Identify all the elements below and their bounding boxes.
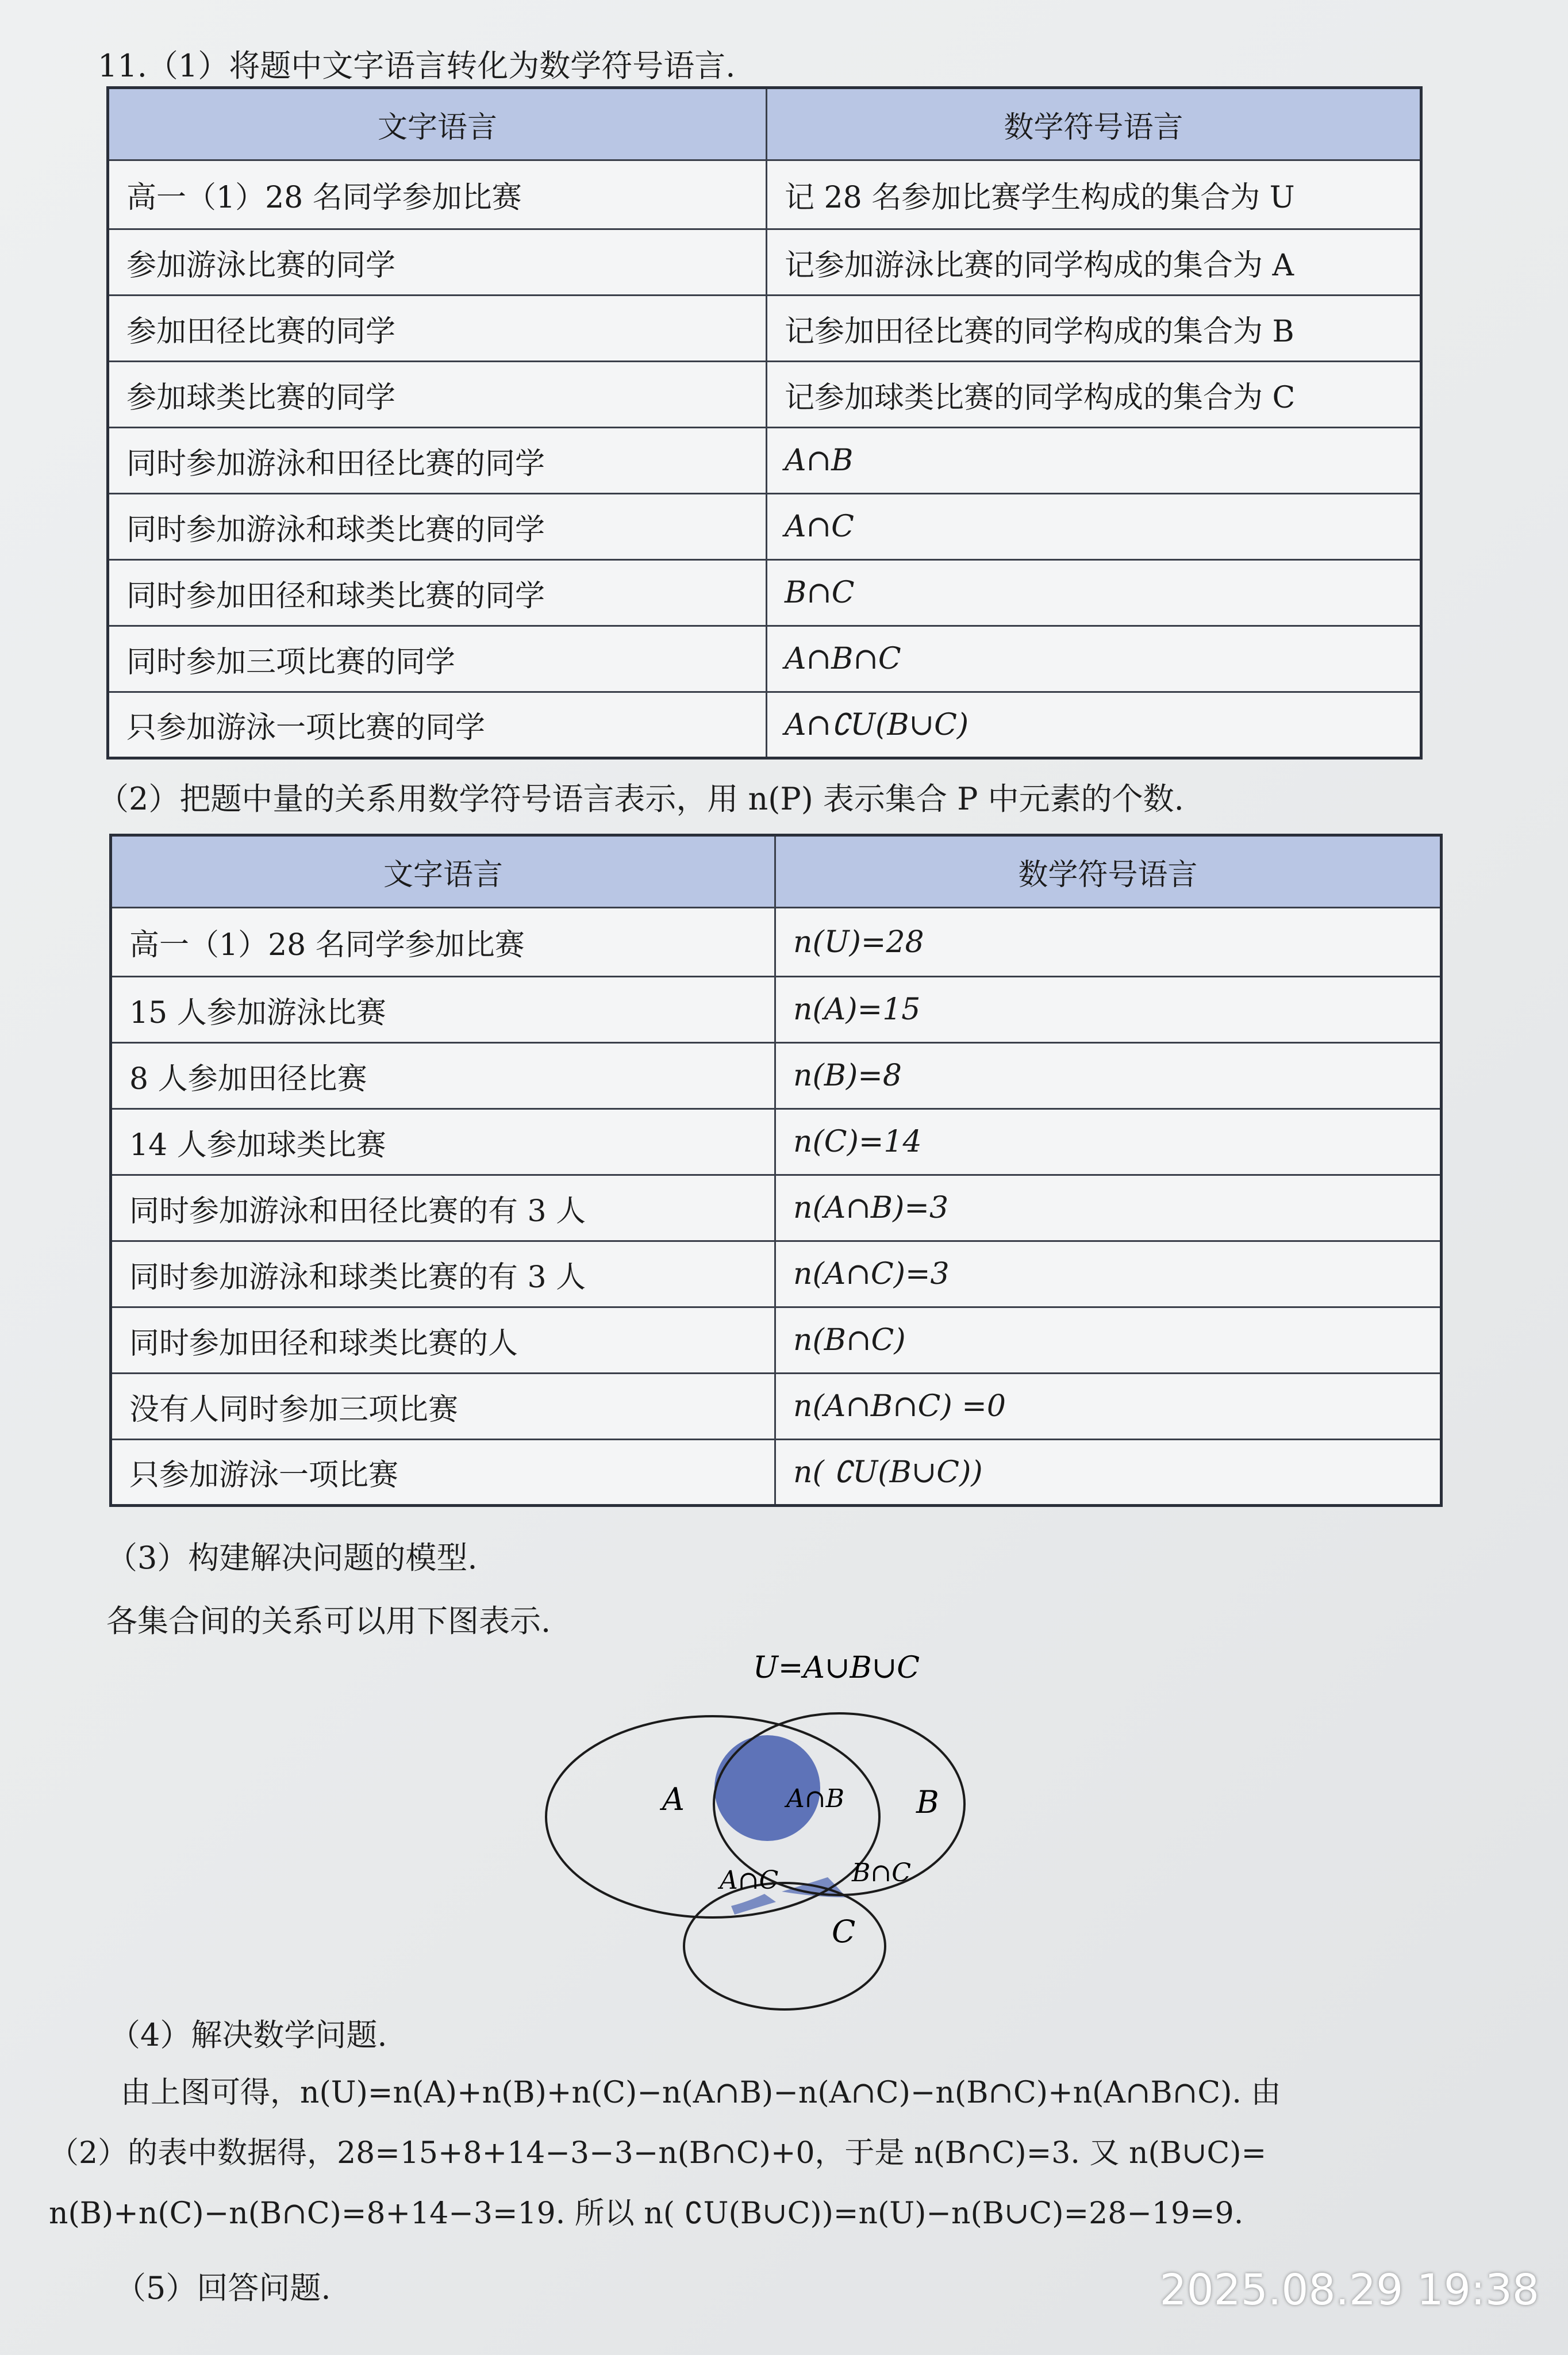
table2-cell-symbol: n(A)=15 — [775, 977, 1442, 1043]
table2-cell-text: 同时参加游泳和球类比赛的有 3 人 — [111, 1241, 775, 1307]
venn-label-ab: A∩B — [786, 1784, 844, 1813]
part3-title: （3）构建解决问题的模型. — [106, 1540, 478, 1576]
table-row — [111, 1175, 1442, 1241]
table-row — [108, 229, 1421, 296]
table2-cell-text: 14 人参加球类比赛 — [111, 1109, 775, 1175]
table1-header-symbol: 数学符号语言 — [767, 88, 1421, 160]
table-text-to-symbol — [106, 86, 1423, 760]
photo-timestamp: 2025.08.29 19:38 — [1159, 2265, 1539, 2315]
table-row — [108, 494, 1421, 560]
venn-label-b: B — [916, 1784, 939, 1820]
table1-cell-text: 同时参加田径和球类比赛的同学 — [108, 560, 767, 626]
table-row — [108, 560, 1421, 626]
table1-cell-text: 参加游泳比赛的同学 — [108, 229, 767, 296]
table1-cell-symbol: B∩C — [767, 560, 1421, 626]
table1-cell-symbol: 记参加田径比赛的同学构成的集合为 B — [767, 296, 1421, 362]
table2-cell-symbol: n(A∩B∩C) =0 — [775, 1374, 1442, 1440]
table1-cell-symbol: A∩C — [767, 494, 1421, 560]
part5-title: （5）回答问题. — [115, 2270, 331, 2306]
table1-cell-text: 只参加游泳一项比赛的同学 — [108, 692, 767, 758]
table-row — [111, 1440, 1442, 1506]
table1-cell-symbol: 记 28 名参加比赛学生构成的集合为 U — [767, 160, 1421, 229]
table2-cell-text: 8 人参加田径比赛 — [111, 1043, 775, 1109]
part4-line-3: n(B)+n(C)−n(B∩C)=8+14−3=19. 所以 n( ∁U(B∪C))=n(U)−n(B∪C)=28−19=9. — [49, 2196, 1244, 2231]
venn-diagram — [517, 1644, 1046, 2024]
venn-label-a: A — [662, 1781, 685, 1817]
part3-text: 各集合间的关系可以用下图表示. — [106, 1603, 551, 1639]
table1-cell-text: 参加球类比赛的同学 — [108, 362, 767, 428]
table-row — [111, 1043, 1442, 1109]
table-row — [108, 160, 1421, 229]
table2-cell-text: 同时参加游泳和田径比赛的有 3 人 — [111, 1175, 775, 1241]
table-row — [108, 428, 1421, 494]
table1-cell-text: 参加田径比赛的同学 — [108, 296, 767, 362]
table-row — [111, 1307, 1442, 1374]
table1-cell-symbol: A∩B∩C — [767, 626, 1421, 692]
table1-cell-text: 同时参加三项比赛的同学 — [108, 626, 767, 692]
table2-cell-text: 同时参加田径和球类比赛的人 — [111, 1307, 775, 1374]
table1-cell-text: 同时参加游泳和球类比赛的同学 — [108, 494, 767, 560]
table2-cell-symbol: n(A∩B)=3 — [775, 1175, 1442, 1241]
table1-cell-symbol: A∩∁U(B∪C) — [767, 692, 1421, 758]
venn-label-ac: A∩C — [720, 1866, 779, 1895]
table1-cell-symbol: 记参加游泳比赛的同学构成的集合为 A — [767, 229, 1421, 296]
table2-cell-symbol: n(B∩C) — [775, 1307, 1442, 1374]
table-row — [111, 1109, 1442, 1175]
table1-cell-symbol: A∩B — [767, 428, 1421, 494]
table-row — [111, 977, 1442, 1043]
table2-cell-symbol: n(B)=8 — [775, 1043, 1442, 1109]
table-row — [111, 908, 1442, 977]
table2-cell-symbol: n( ∁U(B∪C)) — [775, 1440, 1442, 1506]
venn-label-bc: B∩C — [852, 1858, 911, 1888]
venn-label-c: C — [832, 1913, 856, 1950]
table-row — [108, 692, 1421, 758]
table-row — [108, 296, 1421, 362]
part4-line-1: 由上图可得，n(U)=n(A)+n(B)+n(C)−n(A∩B)−n(A∩C)−n(B∩C)+n(A∩B∩C). 由 — [121, 2076, 1281, 2110]
table2-cell-text: 15 人参加游泳比赛 — [111, 977, 775, 1043]
table-quantity-relations — [109, 834, 1443, 1507]
table2-header-text: 文字语言 — [111, 835, 775, 908]
part4-title: （4）解决数学问题. — [109, 2017, 387, 2053]
table1-cell-symbol: 记参加球类比赛的同学构成的集合为 C — [767, 362, 1421, 428]
table1-cell-text: 高一（1）28 名同学参加比赛 — [108, 160, 767, 229]
table-row — [111, 1241, 1442, 1307]
table-row — [111, 1374, 1442, 1440]
table2-cell-symbol: n(A∩C)=3 — [775, 1241, 1442, 1307]
table2-cell-symbol: n(C)=14 — [775, 1109, 1442, 1175]
table1-header-text: 文字语言 — [108, 88, 767, 160]
venn-universe-label: U=A∪B∪C — [753, 1651, 920, 1685]
table-row — [108, 626, 1421, 692]
table2-cell-text: 只参加游泳一项比赛 — [111, 1440, 775, 1506]
table2-cell-text: 没有人同时参加三项比赛 — [111, 1374, 775, 1440]
table2-cell-text: 高一（1）28 名同学参加比赛 — [111, 908, 775, 977]
table1-cell-text: 同时参加游泳和田径比赛的同学 — [108, 428, 767, 494]
table-row — [108, 362, 1421, 428]
table2-cell-symbol: n(U)=28 — [775, 908, 1442, 977]
part4-line-2: （2）的表中数据得，28=15+8+14−3−3−n(B∩C)+0，于是 n(B∩C)=3. 又 n(B∪C)= — [49, 2136, 1267, 2170]
part2-intro: （2）把题中量的关系用数学符号语言表示，用 n(P) 表示集合 P 中元素的个数. — [98, 781, 1184, 817]
question-11-intro: 11.（1）将题中文字语言转化为数学符号语言. — [98, 48, 736, 84]
table2-header-symbol: 数学符号语言 — [775, 835, 1442, 908]
